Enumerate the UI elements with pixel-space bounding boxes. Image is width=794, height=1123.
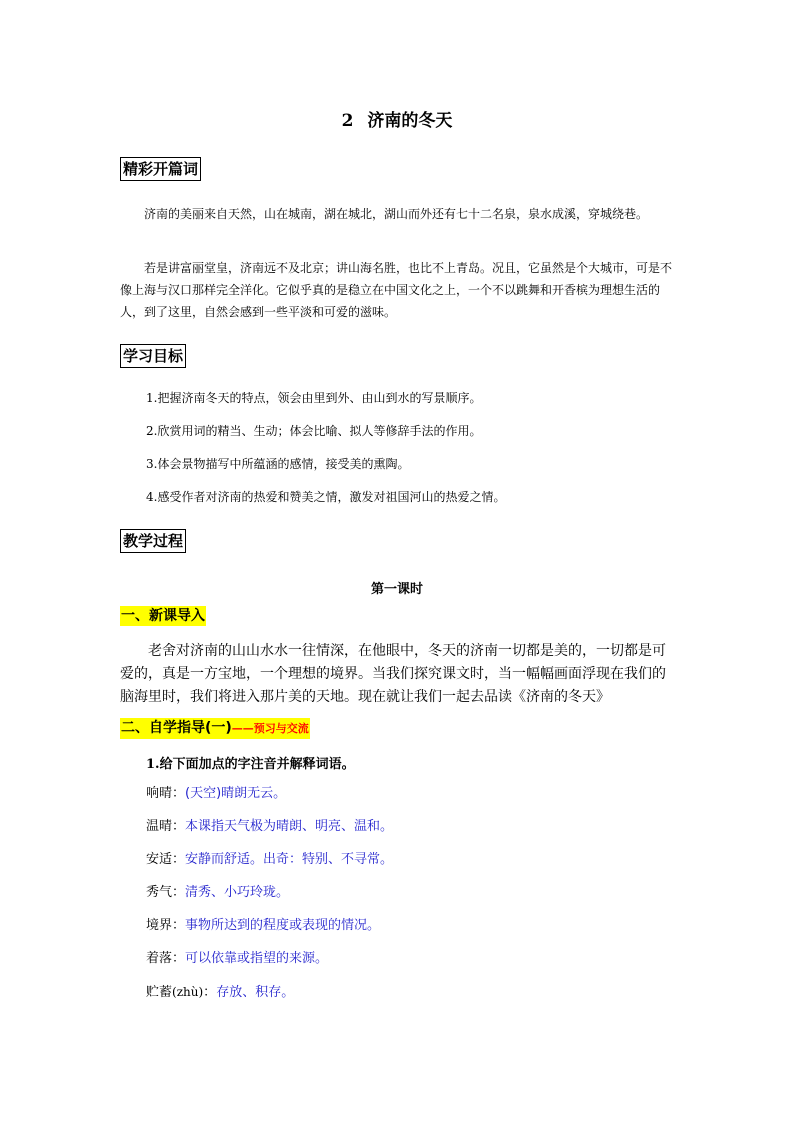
section-heading-process: 教学过程 [120, 529, 186, 553]
page-title [0, 106, 794, 131]
vocab-definition: 清秀、小巧玲珑。 [185, 885, 290, 900]
vocab-item [146, 785, 286, 803]
section-heading-opening: 精彩开篇词 [120, 157, 201, 181]
goal-item: 1.把握济南冬天的特点，领会由里到外、由山到水的写景顺序。 [146, 391, 482, 405]
intro-paragraph: 老舍对济南的山山水水一往情深，在他眼中，冬天的济南一切都是美的，一切都是可爱的，真是一方宝地，一个理想的境界。当我们探究课文时，当一幅幅画面浮现在我们的脑海里时，我们将进入那片美的天地。现在就让我们一起去品读《济南的冬天》 [120, 643, 666, 705]
lesson-label: 第一课时 [370, 582, 423, 597]
goal-item: 3.体会景物描写中所蕴涵的感情，接受美的熏陶。 [146, 457, 410, 471]
vocab-colon: ： [203, 985, 217, 1000]
vocab-definition: 可以依靠或指望的来源。 [185, 951, 329, 966]
vocab-definition: 本课指天气极为晴朗、明亮、温和。 [185, 819, 394, 834]
goal-item: 4.感受作者对济南的热爱和赞美之情，激发对祖国河山的热爱之情。 [146, 490, 506, 504]
vocab-definition: 安静而舒适。出奇：特别、不寻常。 [185, 852, 394, 867]
vocab-term: 温晴： [146, 819, 186, 834]
goal-item: 2.欣赏用词的精当、生动；体会比喻、拟人等修辞手法的作用。 [146, 424, 482, 438]
vocab-item [146, 983, 294, 1002]
section-heading-goals: 学习目标 [120, 344, 186, 368]
vocab-definition: 事物所达到的程度或表现的情况。 [185, 918, 381, 933]
vocab-item [146, 851, 393, 869]
vocab-item [146, 950, 328, 968]
lesson-title: 济南的冬天 [367, 111, 453, 131]
vocab-item [146, 884, 289, 902]
part-heading-self-study [120, 718, 310, 739]
vocab-term: 响晴： [146, 786, 186, 801]
opening-paragraph-1: 济南的美丽来自天然，山在城南，湖在城北，湖山而外还有七十二名泉，泉水成溪，穿城绕巷。 [144, 207, 649, 221]
lesson-number: 2 [341, 111, 354, 131]
vocab-term: 着落： [146, 951, 186, 966]
part-heading-intro [120, 606, 206, 626]
vocab-term: 安适： [146, 852, 186, 867]
vocab-term: 秀气： [146, 885, 186, 900]
vocab-item [146, 818, 393, 836]
part-heading-text: 一、新课导入 [121, 608, 205, 624]
part-heading-text: 二、自学指导(一) [121, 720, 232, 736]
vocab-pinyin: (zhù) [172, 985, 204, 999]
vocab-item [146, 917, 380, 935]
vocab-definition: 存放、积存。 [216, 985, 295, 1000]
opening-paragraph-2: 若是讲富丽堂皇，济南远不及北京；讲山海名胜，也比不上青岛。况且，它虽然是个大城市，可是不像上海与汉口那样完全洋化。它似乎真的是稳立在中国文化之上，一个不以跳舞和开香槟为理想生活的人，到了这里，自然会感到一些平淡和可爱的滋味。 [120, 261, 673, 319]
question-title: 1.给下面加点的字注音并解释词语。 [146, 757, 355, 772]
part-subheading: ——预习与交流 [231, 722, 309, 735]
vocab-definition: (天空)晴朗无云。 [185, 786, 287, 801]
vocab-term: 贮蓄 [146, 985, 173, 1000]
vocab-term: 境界： [146, 918, 186, 933]
